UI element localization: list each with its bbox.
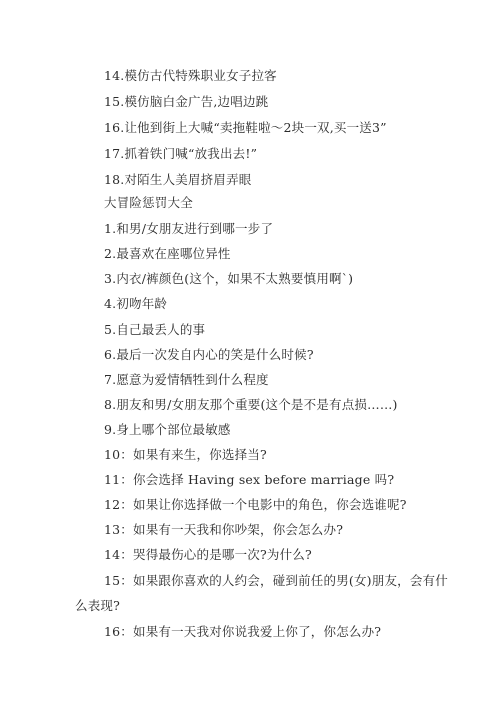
text-line: 14：哭得最伤心的是哪一次?为什么? (104, 547, 312, 562)
text-line: 11：你会选择 Having sex before marriage 吗? (104, 472, 395, 487)
text-line: 5.自己最丢人的事 (104, 322, 206, 337)
text-line: 1.和男/女朋友进行到哪一步了 (104, 221, 274, 236)
text-line: 17.抓着铁门喊“放我出去!” (104, 146, 258, 161)
text-line: 16.让他到街上大喊“卖拖鞋啦～2块一双,买一送3” (104, 120, 387, 135)
section-heading: 大冒险惩罚大全 (104, 195, 193, 210)
text-line: 2.最喜欢在座哪位异性 (104, 246, 231, 261)
text-line: 8.朋友和男/女朋友那个重要(这个是不是有点损……) (104, 397, 398, 412)
text-line: 7.愿意为爱情牺牲到什么程度 (104, 372, 269, 387)
text-line: 12：如果让你选择做一个电影中的角色，你会选谁呢? (104, 497, 407, 512)
text-line: 6.最后一次发自内心的笑是什么时候? (104, 347, 314, 362)
text-line: 3.内衣/裤颜色(这个，如果不太熟要慎用啊`) (104, 271, 354, 286)
text-line: 15.模仿脑白金广告,边唱边跳 (104, 94, 269, 109)
text-line: 16：如果有一天我对你说我爱上你了，你怎么办? (104, 624, 382, 639)
text-line: 4.初吻年龄 (104, 296, 168, 311)
text-line: 么表现? (75, 598, 121, 613)
text-line: 18.对陌生人美眉挤眉弄眼 (104, 172, 252, 187)
text-line: 10：如果有来生，你选择当? (104, 447, 267, 462)
text-line: 15：如果跟你喜欢的人约会，碰到前任的男(女)朋友，会有什 (104, 573, 448, 588)
text-line: 14.模仿古代特殊职业女子拉客 (104, 68, 277, 83)
text-line: 13：如果有一天我和你吵架，你会怎么办? (104, 522, 344, 537)
text-line: 9.身上哪个部位最敏感 (104, 422, 231, 437)
